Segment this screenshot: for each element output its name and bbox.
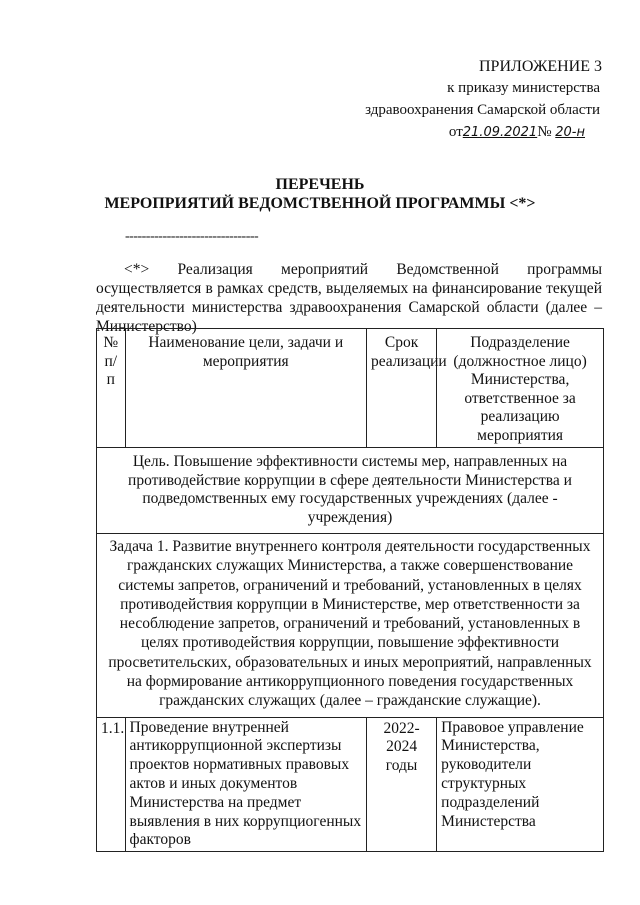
document-subtitle: МЕРОПРИЯТИЙ ВЕДОМСТВЕННОЙ ПРОГРАММЫ <*> xyxy=(104,195,536,212)
order-date-number xyxy=(449,124,600,141)
footnote xyxy=(96,260,602,336)
date-prefix: от xyxy=(448,124,463,140)
table-header-row xyxy=(97,329,604,448)
handwritten-date: 21.09.2021 xyxy=(462,125,538,140)
header-number: № п/п xyxy=(97,329,126,448)
header-responsible: Подразделение (должностное лицо) Министерства, ответственное за реализацию мероприятия xyxy=(437,329,604,448)
table-row xyxy=(97,717,604,852)
row-number: 1.1. xyxy=(97,717,126,852)
footnote-text: <*> Реализация мероприятий Ведомственной программы осуществляется в рамках средств, выделяемых на финансирование текущей деятельности министерства здравоохранения Самарской области (далее – Министерство) xyxy=(96,261,602,335)
appendix-label: ПРИЛОЖЕНИЕ 3 xyxy=(478,58,602,75)
handwritten-number: 20-н xyxy=(555,125,585,140)
task-row xyxy=(97,534,604,718)
row-measure: Проведение внутренней антикоррупционной экспертизы проектов нормативных правовых актов и иных документов Министерства на предмет выявления в них коррупциогенных факторов xyxy=(125,717,366,852)
goal-row xyxy=(97,448,604,534)
document-title: ПЕРЕЧЕНЬ xyxy=(275,176,365,193)
number-prefix: № xyxy=(537,124,552,140)
goal-text: Цель. Повышение эффективности системы мер, направленных на противодействие коррупции в сфере деятельности Министерства и подведомственных ему государственных учреждениях (далее - учреждения) xyxy=(97,448,604,534)
footnote-separator: -------------------------------- xyxy=(125,229,259,244)
task-text: Задача 1. Развитие внутреннего контроля деятельности государственных гражданских служащих Министерства, а также совершенствование системы запретов, ограничений и требований, установленных в целях противодействия коррупции в Министерстве, мер ответственности за несоблюдение запретов, ограничений и требований, установленных в целях противодействия коррупции, повышение эффективности просветительских, образовательных и иных мероприятий, направленных на формирование антикоррупционного поведения государственных гражданских служащих (далее – гражданские служащие). xyxy=(97,534,604,718)
header-term: Срок реализации xyxy=(366,329,436,448)
program-measures-table xyxy=(96,328,604,852)
row-term: 2022- 2024 годы xyxy=(366,717,436,852)
header-name: Наименование цели, задачи и мероприятия xyxy=(125,329,366,448)
ministry-line: здравоохранения Самарской области xyxy=(365,102,600,118)
row-responsible: Правовое управление Министерства, руководители структурных подразделений Министерства xyxy=(437,717,604,852)
order-reference-line: к приказу министерства xyxy=(447,80,600,96)
